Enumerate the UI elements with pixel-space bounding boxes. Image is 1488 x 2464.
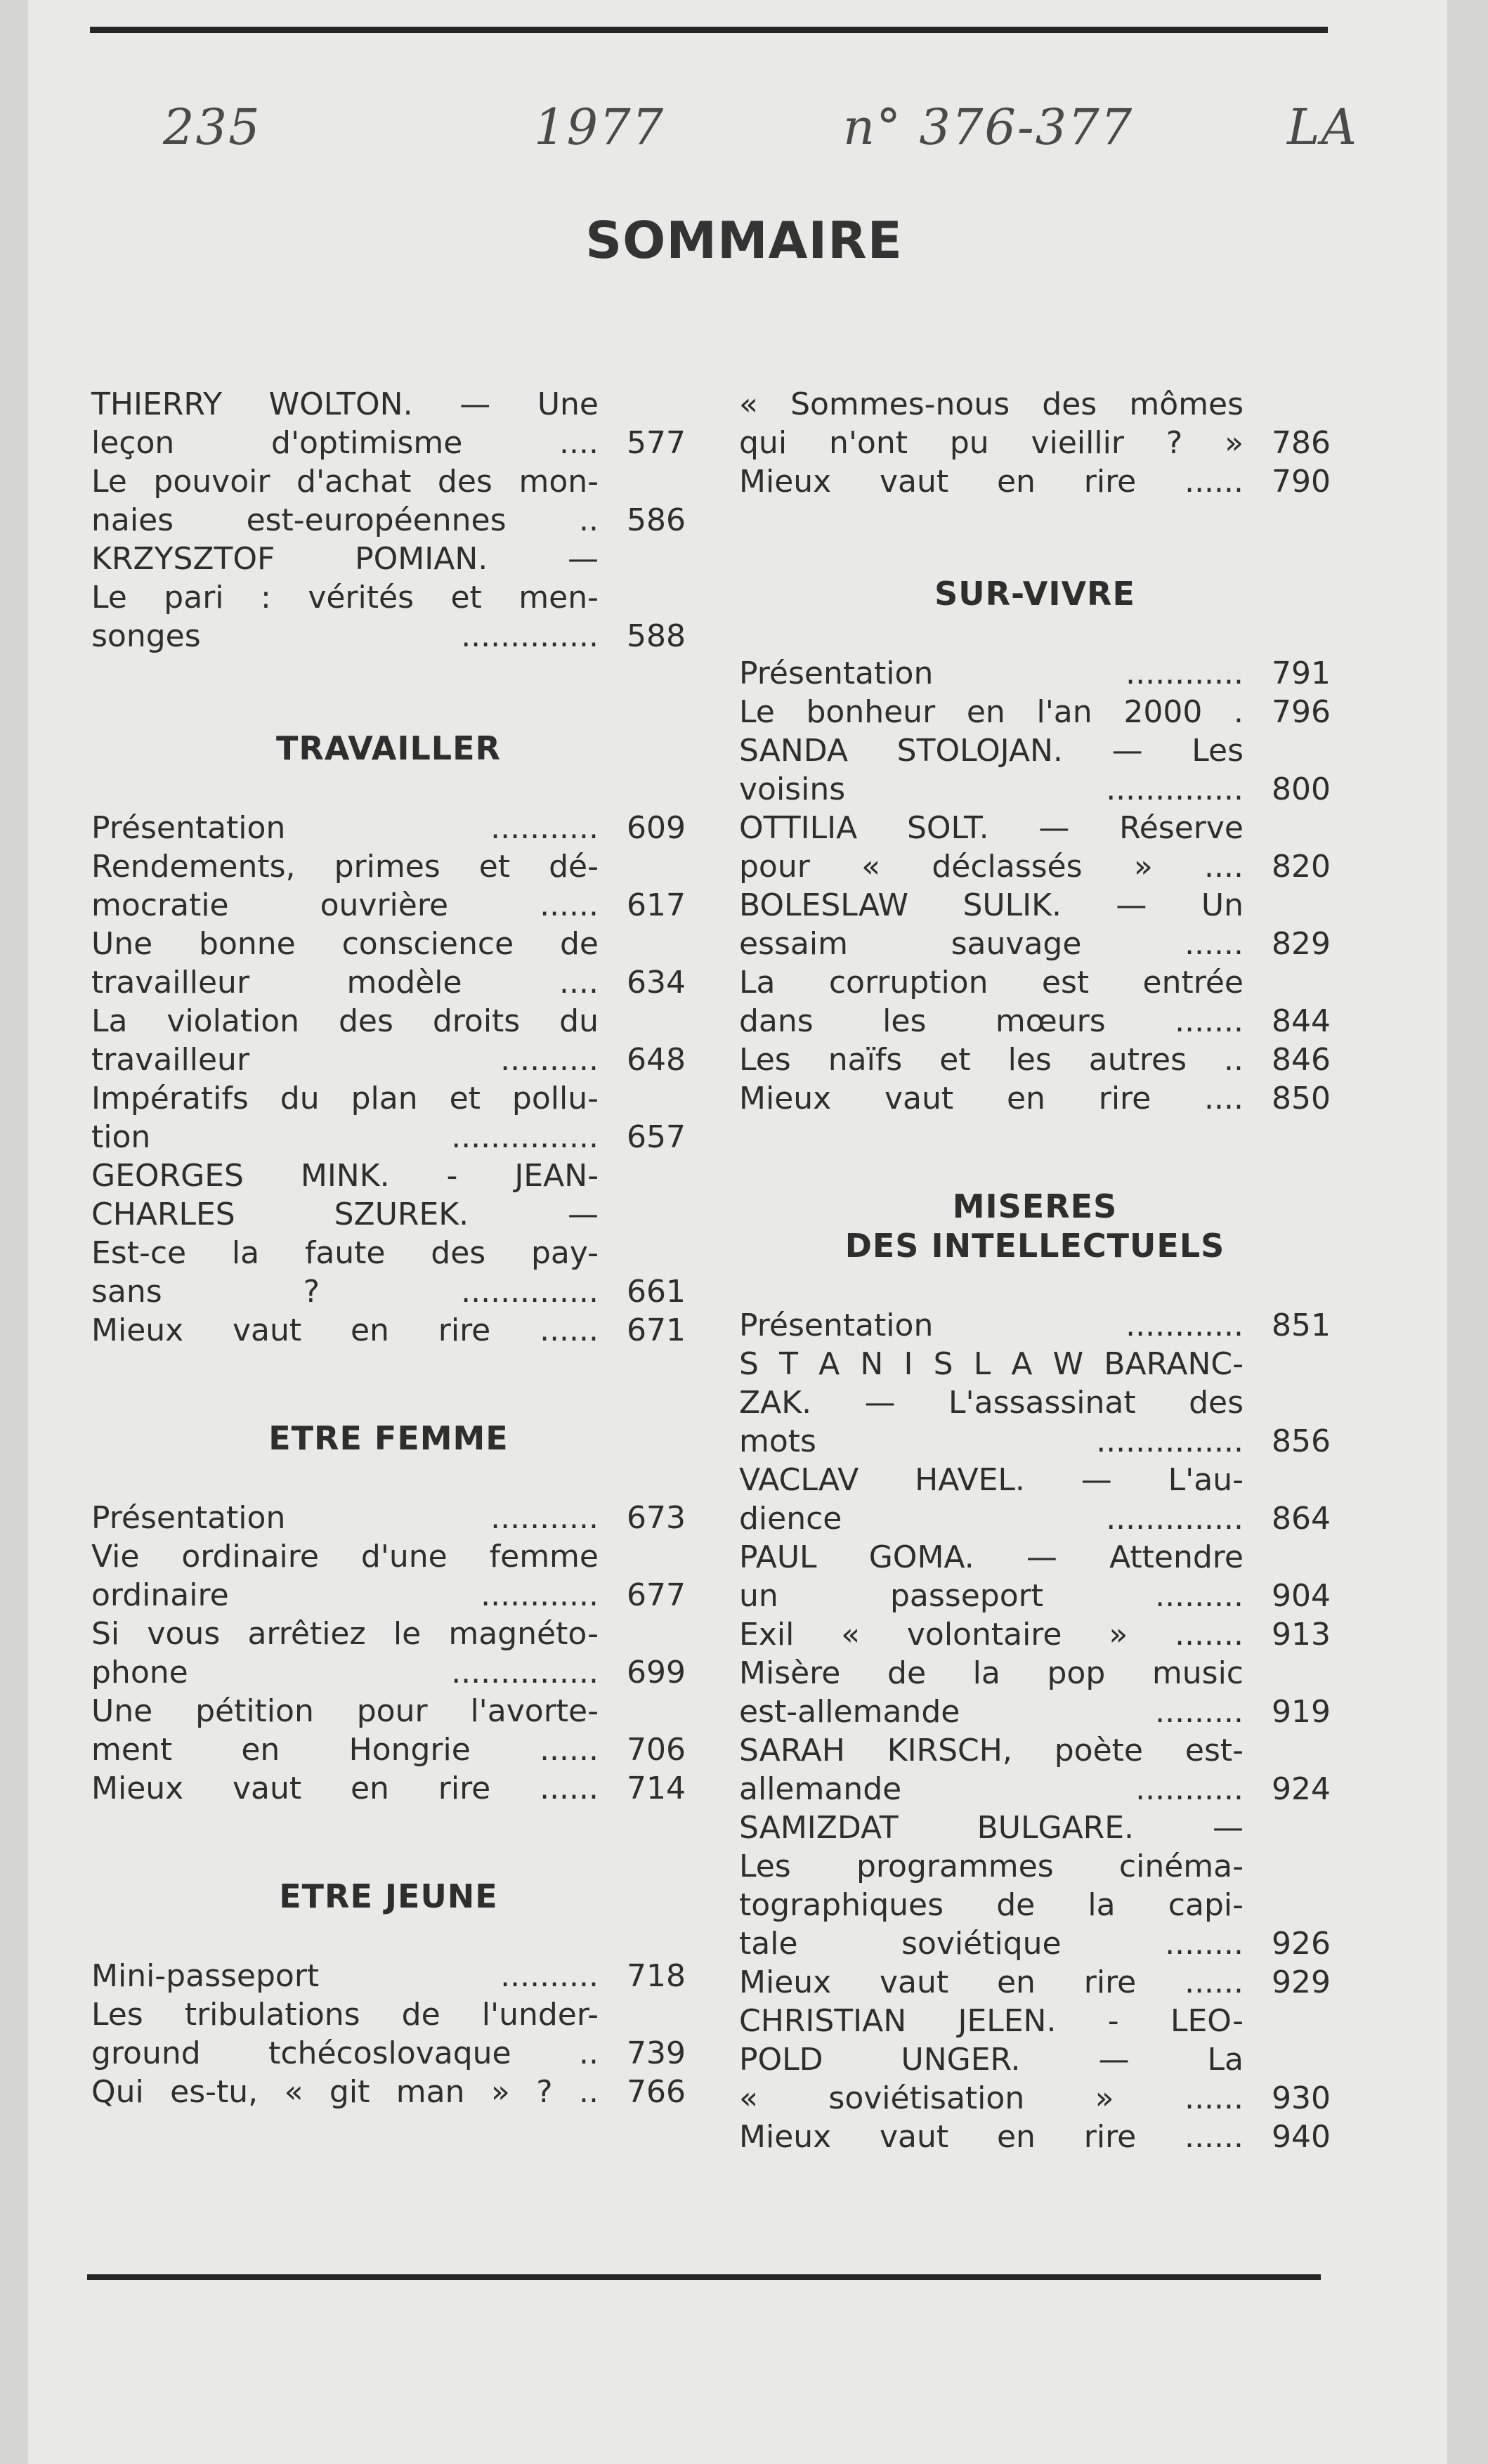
toc-entry-page: 829 bbox=[1272, 926, 1331, 962]
toc-entry-page: 864 bbox=[1272, 1501, 1331, 1537]
toc-entry bbox=[91, 1499, 686, 1537]
toc-entry-title: Misère de la pop music est-allemande ......... bbox=[739, 1655, 1244, 1730]
toc-entry-page: 739 bbox=[627, 2035, 686, 2071]
top-rule bbox=[90, 27, 1328, 33]
toc-entry bbox=[91, 925, 686, 1002]
toc-entry-title: OTTILIA SOLT. — Réserve pour « déclassés » .... bbox=[739, 810, 1244, 885]
toc-entry bbox=[739, 693, 1331, 731]
toc-entry-title: Vie ordinaire d'une femme ordinaire ............ bbox=[91, 1539, 599, 1613]
toc-entry-title: « Sommes-nous des mômes qui n'ont pu vieillir ? » bbox=[739, 386, 1244, 461]
toc-entry bbox=[739, 1306, 1331, 1345]
toc-entry-page: 718 bbox=[627, 1958, 686, 1994]
toc-entry bbox=[91, 1079, 686, 1156]
toc-entry-title: Mieux vaut en rire ...... bbox=[91, 1312, 599, 1348]
bottom-rule bbox=[87, 2274, 1321, 2280]
toc-entry-page: 919 bbox=[1272, 1694, 1331, 1730]
toc-entry-title: SARAH KIRSCH, poète est- allemande ........... bbox=[739, 1733, 1244, 1807]
toc-entry-page: 791 bbox=[1272, 656, 1331, 691]
toc-entry bbox=[739, 809, 1331, 886]
toc-entry-title: Une bonne conscience de travailleur modèle .... bbox=[91, 926, 599, 1000]
handwritten-year: 1977 bbox=[534, 98, 665, 156]
toc-entry-page: 677 bbox=[627, 1577, 686, 1613]
toc-entry bbox=[91, 385, 686, 462]
toc-entry bbox=[91, 540, 686, 656]
toc-entry-title: Une pétition pour l'avorte- ment en Hongrie ...... bbox=[91, 1693, 599, 1768]
toc-entry-title: SANDA STOLOJAN. — Les voisins .............. bbox=[739, 733, 1244, 807]
toc-entry-page: 648 bbox=[627, 1042, 686, 1078]
toc-entry bbox=[91, 1692, 686, 1769]
toc-entry-title: CHRISTIAN JELEN. - LEO- POLD UNGER. — La « soviétisation » ...... bbox=[739, 2003, 1244, 2116]
toc-entry-title: Mieux vaut en rire .... bbox=[739, 1081, 1244, 1116]
toc-entry-title: Présentation ............ bbox=[739, 656, 1244, 691]
handwritten-initials: LA bbox=[1287, 98, 1359, 156]
toc-entry-page: 586 bbox=[627, 502, 686, 538]
toc-entry-title: Rendements, primes et dé- mocratie ouvrière ...... bbox=[91, 849, 599, 923]
toc-entry-page: 904 bbox=[1272, 1578, 1331, 1614]
toc-entry-title: Mieux vaut en rire ...... bbox=[91, 1771, 599, 1806]
toc-entry-page: 609 bbox=[627, 810, 686, 846]
toc-entry-title: Si vous arrêtiez le magnéto- phone ............... bbox=[91, 1616, 599, 1690]
toc-entry bbox=[91, 847, 686, 925]
toc-entry bbox=[91, 1957, 686, 1995]
toc-entry-page: 673 bbox=[627, 1500, 686, 1536]
toc-entry-title: GEORGES MINK. - JEAN- CHARLES SZUREK. — Est-ce la faute des pay- sans ? .............. bbox=[91, 1158, 599, 1310]
toc-entry-page: 800 bbox=[1272, 771, 1331, 807]
toc-entry-page: 714 bbox=[627, 1771, 686, 1806]
toc-entry bbox=[739, 385, 1331, 462]
toc-entry-page: 588 bbox=[627, 618, 686, 654]
toc-entry bbox=[739, 1041, 1331, 1079]
toc-entry-title: Le bonheur en l'an 2000 . bbox=[739, 694, 1244, 730]
toc-entry-page: 929 bbox=[1272, 1964, 1331, 2000]
toc-entry-page: 820 bbox=[1272, 849, 1331, 885]
toc-entry-page: 930 bbox=[1272, 2080, 1331, 2116]
toc-entry-page: 699 bbox=[627, 1655, 686, 1690]
toc-entry-page: 617 bbox=[627, 887, 686, 923]
toc-entry-page: 924 bbox=[1272, 1771, 1331, 1807]
toc-entry-title: BOLESLAW SULIK. — Un essaim sauvage ...... bbox=[739, 887, 1244, 962]
toc-entry-page: 671 bbox=[627, 1312, 686, 1348]
toc-entry-title: Mieux vaut en rire ...... bbox=[739, 1964, 1244, 2000]
toc-entry-title: Présentation ........... bbox=[91, 1500, 599, 1536]
section-heading: MISERES DES INTELLECTUELS bbox=[844, 1187, 1225, 1265]
toc-entry-title: Mieux vaut en rire ...... bbox=[739, 2119, 1244, 2155]
toc-entry-title: THIERRY WOLTON. — Une leçon d'optimisme .... bbox=[91, 386, 599, 461]
toc-entry-page: 766 bbox=[627, 2074, 686, 2110]
toc-entry bbox=[739, 654, 1331, 693]
toc-entry-title: VACLAV HAVEL. — L'au- dience .............. bbox=[739, 1462, 1244, 1537]
toc-entry-page: 846 bbox=[1272, 1042, 1331, 1078]
toc-entry-page: 851 bbox=[1272, 1308, 1331, 1343]
toc-entry bbox=[739, 1345, 1331, 1461]
section-heading: ETRE FEMME bbox=[268, 1419, 509, 1457]
toc-entry bbox=[739, 1963, 1331, 2002]
toc-entry-page: 706 bbox=[627, 1732, 686, 1768]
toc-entry bbox=[91, 1537, 686, 1615]
toc-entry-title: Mini-passeport .......... bbox=[91, 1958, 599, 1994]
toc-entry bbox=[91, 1995, 686, 2073]
toc-entry-title: Présentation ............ bbox=[739, 1308, 1244, 1343]
toc-entry-title: S T A N I S L A W BARANC- ZAK. — L'assassinat des mots ............... bbox=[739, 1346, 1244, 1459]
toc-entry bbox=[739, 462, 1331, 501]
toc-entry-title: Mieux vaut en rire ...... bbox=[739, 464, 1244, 500]
toc-entry bbox=[739, 886, 1331, 963]
section-heading: ETRE JEUNE bbox=[279, 1877, 498, 1915]
page-title: SOMMAIRE bbox=[585, 211, 903, 270]
toc-entry bbox=[91, 1615, 686, 1692]
toc-entry-page: 940 bbox=[1272, 2119, 1331, 2155]
toc-entry-page: 577 bbox=[627, 425, 686, 461]
toc-entry-page: 790 bbox=[1272, 464, 1331, 500]
toc-entry bbox=[739, 2118, 1331, 2156]
toc-entry bbox=[739, 1538, 1331, 1615]
toc-entry-page: 634 bbox=[627, 965, 686, 1000]
toc-entry bbox=[91, 809, 686, 847]
toc-entry-title: PAUL GOMA. — Attendre un passeport ......... bbox=[739, 1539, 1244, 1614]
section-heading: TRAVAILLER bbox=[276, 729, 501, 767]
toc-entry-title: Présentation ........... bbox=[91, 810, 599, 846]
section-heading: SUR-VIVRE bbox=[934, 575, 1135, 613]
toc-entry-title: Impératifs du plan et pollu- tion ............... bbox=[91, 1081, 599, 1155]
toc-entry bbox=[739, 1079, 1331, 1118]
toc-entry-title: La corruption est entrée dans les mœurs ....... bbox=[739, 965, 1244, 1039]
handwritten-issue: n° 376-377 bbox=[843, 98, 1134, 156]
toc-entry bbox=[739, 2002, 1331, 2118]
toc-entry-title: Les naïfs et les autres .. bbox=[739, 1042, 1244, 1078]
handwritten-ref: 235 bbox=[163, 98, 261, 156]
toc-entry-page: 926 bbox=[1272, 1926, 1331, 1962]
toc-entry bbox=[91, 2073, 686, 2111]
left-column bbox=[91, 385, 686, 2111]
toc-entry-page: 661 bbox=[627, 1274, 686, 1310]
toc-entry-title: La violation des droits du travailleur .......... bbox=[91, 1003, 599, 1078]
toc-entry-page: 850 bbox=[1272, 1081, 1331, 1116]
toc-entry-title: SAMIZDAT BULGARE. — Les programmes cinéma- tographiques de la capi- tale soviétique ........ bbox=[739, 1810, 1244, 1962]
toc-entry bbox=[91, 1311, 686, 1350]
toc-entry-page: 786 bbox=[1272, 425, 1331, 461]
toc-entry-title: Le pouvoir d'achat des mon- naies est-européennes .. bbox=[91, 464, 599, 538]
toc-entry bbox=[739, 1461, 1331, 1538]
toc-entry bbox=[739, 1731, 1331, 1808]
toc-entry-title: Qui es-tu, « git man » ? .. bbox=[91, 2074, 599, 2110]
toc-entry-title: KRZYSZTOF POMIAN. — Le pari : vérités et men- songes .............. bbox=[91, 541, 599, 654]
toc-entry bbox=[739, 1808, 1331, 1963]
toc-entry-page: 657 bbox=[627, 1119, 686, 1155]
toc-entry bbox=[91, 1156, 686, 1311]
toc-entry bbox=[739, 1654, 1331, 1731]
toc-entry-page: 856 bbox=[1272, 1423, 1331, 1459]
toc-entry bbox=[91, 462, 686, 540]
toc-entry-page: 913 bbox=[1272, 1617, 1331, 1653]
toc-entry-page: 796 bbox=[1272, 694, 1331, 730]
toc-entry-page: 844 bbox=[1272, 1003, 1331, 1039]
right-column bbox=[739, 385, 1331, 2156]
toc-entry bbox=[739, 1615, 1331, 1654]
toc-entry-title: Exil « volontaire » ....... bbox=[739, 1617, 1244, 1653]
toc-entry bbox=[739, 731, 1331, 809]
toc-entry bbox=[91, 1002, 686, 1079]
toc-entry bbox=[739, 963, 1331, 1041]
toc-entry bbox=[91, 1769, 686, 1808]
toc-entry-title: Les tribulations de l'under- ground tchécoslovaque .. bbox=[91, 1997, 599, 2071]
